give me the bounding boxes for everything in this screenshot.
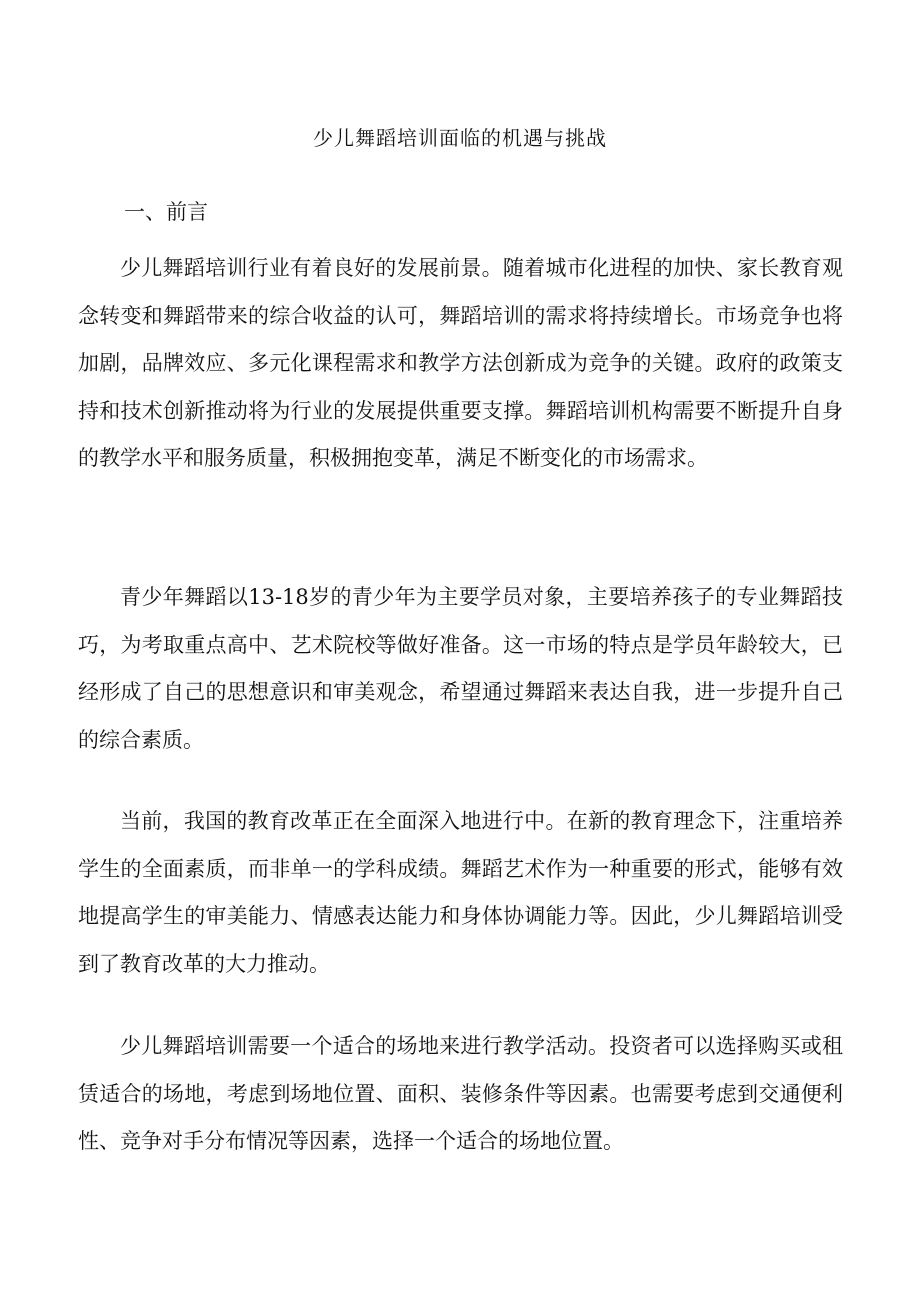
section-heading: 一、前言 [124,200,208,224]
paragraph: 当前，我国的教育改革正在全面深入地进行中。在新的教育理念下，注重培养学生的全面素质，而非单一的学科成绩。舞蹈艺术作为一种重要的形式，能够有效地提高学生的审美能力、情感表达能力和身体协调能力等。因此，少儿舞蹈培训受到了教育改革的大力推动。 [78,809,843,976]
paragraph: 少儿舞蹈培训行业有着良好的发展前景。随着城市化进程的加快、家长教育观念转变和舞蹈带来的综合收益的认可，舞蹈培训的需求将持续增长。市场竞争也将加剧，品牌效应、多元化课程需求和教学方法创新成为竞争的关键。政府的政策支持和技术创新推动将为行业的发展提供重要支撑。舞蹈培训机构需要不断提升自身的教学水平和服务质量，积极拥抱变革，满足不断变化的市场需求。 [78,256,843,470]
paragraph: 青少年舞蹈以13-18岁的青少年为主要学员对象，主要培养孩子的专业舞蹈技巧，为考取重点高中、艺术院校等做好准备。这一市场的特点是学员年龄较大，已经形成了自己的思想意识和审美观念，希望通过舞蹈来表达自我，进一步提升自己的综合素质。 [78,585,843,752]
paragraph: 少儿舞蹈培训需要一个适合的场地来进行教学活动。投资者可以选择购买或租赁适合的场地，考虑到场地位置、面积、装修条件等因素。也需要考虑到交通便利性、竞争对手分布情况等因素，选择一个适合的场地位置。 [78,1034,843,1153]
document-title: 少儿舞蹈培训面临的机遇与挑战 [313,126,607,150]
